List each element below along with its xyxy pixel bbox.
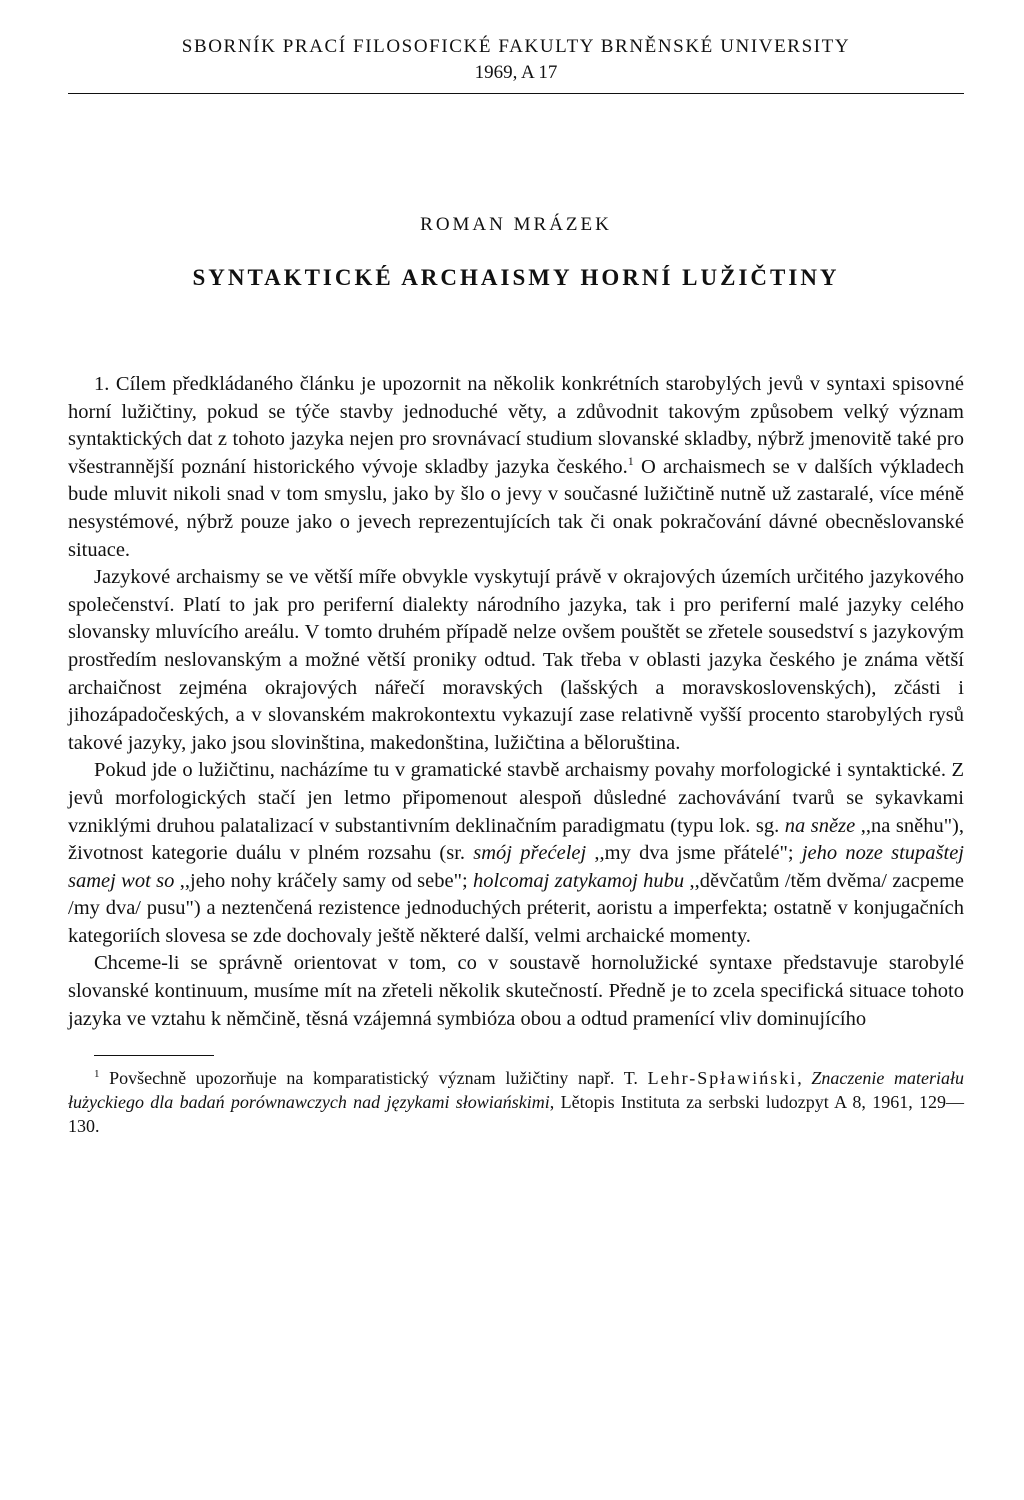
footnote-number: 1: [94, 1068, 100, 1081]
paragraph-1-text-a: 1. Cílem předkládaného článku je upozornit na několik konkrétních starobylých jevů v syntaxi spisovné horní lužičtiny, pokud se týče stavby jednoduché věty, a zdůvodnit takovým způsobem velký význam syntaktických dat z tohoto jazyka nejen pro srovnávací studium slovanské skladby, nýbrž jmenovitě také pro všestrannější poznání historického vývoje skladby jazyka českého.: [68, 373, 964, 478]
paragraph-2: Jazykové archaismy se ve větší míře obvykle vyskytují právě v okrajových územích určitého jazykového společenství. Platí to jak pro periferní dialekty národního jazyka, tak i pro periferní malé jazyky celého slovansky mluvícího areálu. V tomto druhém případě nelze ovšem pouštět se zřetele sousedství s jazykovým prostředím neslovanským a možné větší proniky odtud. Tak třeba v oblasti jazyka českého je známa větší archaičnost zejména okrajových nářečí moravských (lašských a moravskoslovenských), zčásti i jihozápadočeských, a v slovanském makrokontextu vykazují zase relativně vyšší procento starobylých rysů takové jazyky, jako jsou slovinština, makedonština, lužičtina a běloruština.: [68, 566, 964, 754]
footnote-text-a: Povšechně upozorňuje na komparatistický význam lužičtiny např. T.: [99, 1068, 648, 1089]
paragraph-1-text-b: O archaismech se v dalších výkladech bude mluvit nikoli snad v tom smyslu, jako by šlo o jevy v současné lužičtině nutně už zastaralé, více méně nesystémové, nýbrž pouze jako o jevech reprezentujících tak či onak pokračování dávné obecněslovanské situace.: [68, 455, 964, 561]
footnote-text-b: ,: [797, 1068, 812, 1089]
article-body: [68, 371, 964, 1033]
footnote-text-c: , Lětopis Instituta za serbski ludozpyt A 8, 1961, 129—130.: [68, 1092, 964, 1137]
paragraph-3-text-a: Pokud jde o lužičtinu, nacházíme tu v gramatické stavbě archaismy povahy morfologické i syntaktické. Z jevů morfologických stačí jen letmo připomenout alespoň důsledné zachovávání tvarů se sykavkami vzniklými druhou palatalizací v substantivním deklinačním paradigmatu (typu lok. sg.: [68, 759, 964, 837]
issue-number: 1969, A 17: [474, 62, 558, 83]
footnote-ref-1[interactable]: 1: [627, 453, 634, 468]
paragraph-3-text-e: ,,děvčatům /těm dvěma/ zacpeme /my dva/ pusu") a neztenčená rezistence jednoduchých préterit, aoristu a imperfekta; ostatně v konjugačních kategoriích slovesa se zde dochovaly ještě některé další, velmi archaické momenty.: [68, 869, 965, 947]
example-3: jeho noze stupaštej samej wot so: [68, 842, 964, 892]
journal-title: SBORNÍK PRACÍ FILOSOFICKÉ FAKULTY BRNĚNSKÉ UNIVERSITY: [181, 36, 851, 57]
footnote-rule: [94, 1055, 214, 1056]
footnote: [68, 1066, 964, 1138]
paragraph-4: Chceme-li se správně orientovat v tom, co v soustavě hornolužické syntaxe představuje starobylé slovanské kontinuum, musíme mít na zřeteli několik skutečností. Předně je to zcela specifická situace tohoto jazyka ve vztahu k němčině, těsná vzájemná symbióza obou a odtud pramenící vliv dominujícího: [68, 952, 964, 1030]
footnote-author: Lehr-Spławiński: [647, 1068, 798, 1089]
example-2: smój přećelej: [473, 842, 587, 865]
example-1: na sněze: [784, 814, 856, 837]
paragraph-3-text-c: ,,my dva jsme přátelé";: [586, 842, 802, 865]
header-rule: [68, 93, 964, 94]
paragraph-3: [68, 757, 964, 950]
article-title: SYNTAKTICKÉ ARCHAISMY HORNÍ LUŽIČTINY: [192, 265, 840, 290]
page: [68, 34, 964, 1138]
paragraph-3-text-d: ,,jeho nohy kráčely samy od sebe";: [174, 869, 474, 892]
paragraph-1: [68, 371, 964, 564]
footnote-work-title: Znaczenie materiału łużyckiego dla badań porównawczych nad językami słowiańskimi: [68, 1068, 964, 1113]
example-4: holcomaj zatykamoj hubu: [473, 869, 685, 892]
paragraph-3-text-b: ,,na sněhu"), životnost kategorie duálu v plném rozsahu (sr.: [68, 814, 965, 865]
author-name: ROMAN MRÁZEK: [420, 214, 612, 235]
